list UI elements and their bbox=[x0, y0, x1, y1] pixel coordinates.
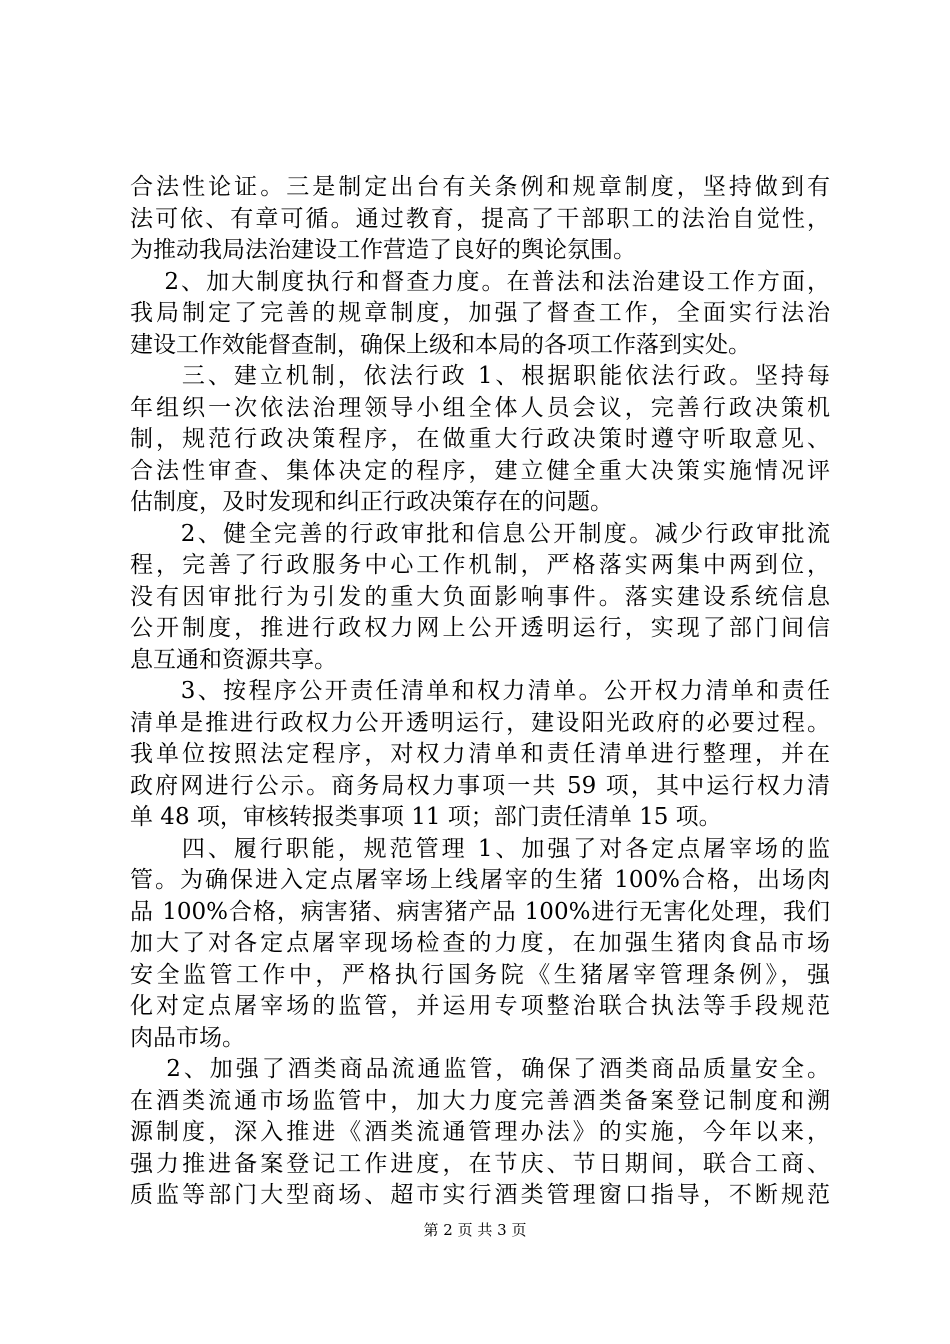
text-line: 3、按程序公开责任清单和权力清单。公开权力清单和责任 bbox=[130, 678, 830, 704]
text-line: 质监等部门大型商场、超市实行酒类管理窗口指导，不断规范 bbox=[130, 1182, 830, 1208]
text-line: 清单是推进行政权力公开透明运行，建设阳光政府的必要过程。 bbox=[130, 709, 830, 736]
text-line: 安全监管工作中，严格执行国务院《生猪屠宰管理条例》，强 bbox=[130, 961, 830, 988]
text-line: 制，规范行政决策程序，在做重大行政决策时遵守听取意见、 bbox=[130, 426, 830, 452]
text-line: 程，完善了行政服务中心工作机制，严格落实两集中两到位， bbox=[130, 552, 830, 578]
text-line: 2、加强了酒类商品流通监管，确保了酒类商品质量安全。 bbox=[130, 1056, 830, 1082]
text-line: 在酒类流通市场监管中，加大力度完善酒类备案登记制度和溯 bbox=[130, 1087, 830, 1114]
text-line: 单 48 项，审核转报类事项 11 项；部门责任清单 15 项。 bbox=[130, 804, 722, 830]
text-line: 加大了对各定点屠宰现场检查的力度，在加强生猪肉食品市场 bbox=[130, 930, 830, 956]
text-line: 息互通和资源共享。 bbox=[130, 646, 337, 673]
text-line: 管。为确保进入定点屠宰场上线屠宰的生猪 100%合格，出场肉 bbox=[130, 867, 830, 893]
page-number-label: 第 2 页 共 3 页 bbox=[423, 1221, 527, 1239]
text-line: 源制度，深入推进《酒类流通管理办法》的实施，今年以来， bbox=[130, 1119, 830, 1145]
text-line: 建设工作效能督查制，确保上级和本局的各项工作落到实处。 bbox=[130, 331, 751, 358]
text-line: 品 100%合格，病害猪、病害猪产品 100%进行无害化处理，我们 bbox=[130, 898, 830, 925]
text-line: 公开制度，推进行政权力网上公开透明运行，实现了部门间信 bbox=[130, 615, 830, 641]
text-line: 合法性审查、集体决定的程序，建立健全重大决策实施情况评 bbox=[130, 457, 830, 484]
text-line: 没有因审批行为引发的重大负面影响事件。落实建设系统信息 bbox=[130, 583, 830, 610]
text-line: 我局制定了完善的规章制度，加强了督查工作，全面实行法治 bbox=[130, 300, 830, 326]
text-line: 四、履行职能，规范管理 1、加强了对各定点屠宰场的监 bbox=[130, 835, 830, 862]
text-line: 肉品市场。 bbox=[130, 1024, 245, 1051]
text-line: 2、加大制度执行和督查力度。在普法和法治建设工作方面， bbox=[130, 268, 830, 295]
text-line: 为推动我局法治建设工作营造了良好的舆论氛围。 bbox=[130, 237, 636, 263]
page-footer bbox=[0, 1220, 950, 1240]
text-line: 强力推进备案登记工作进度，在节庆、节日期间，联合工商、 bbox=[130, 1150, 830, 1177]
text-line: 合法性论证。三是制定出台有关条例和规章制度，坚持做到有 bbox=[130, 174, 830, 200]
body-text bbox=[130, 172, 830, 1212]
text-line: 估制度，及时发现和纠正行政决策存在的问题。 bbox=[130, 489, 613, 515]
text-line: 2、健全完善的行政审批和信息公开制度。减少行政审批流 bbox=[130, 520, 830, 547]
text-line: 政府网进行公示。商务局权力事项一共 59 项，其中运行权力清 bbox=[130, 772, 830, 799]
text-line: 我单位按照法定程序，对权力清单和责任清单进行整理，并在 bbox=[130, 741, 830, 767]
text-line: 年组织一次依法治理领导小组全体人员会议，完善行政决策机 bbox=[130, 394, 830, 421]
text-line: 化对定点屠宰场的监管，并运用专项整治联合执法等手段规范 bbox=[130, 993, 830, 1019]
text-line: 三、建立机制，依法行政 1、根据职能依法行政。坚持每 bbox=[130, 363, 830, 389]
text-line: 法可依、有章可循。通过教育，提高了干部职工的法治自觉性， bbox=[130, 205, 830, 232]
